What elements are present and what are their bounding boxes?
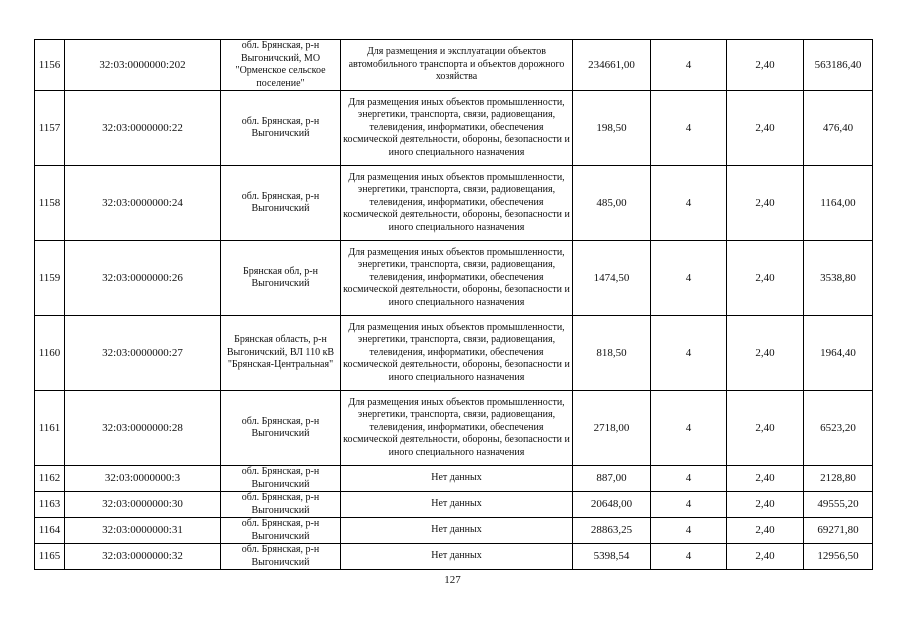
permitted-use: Для размещения иных объектов промышленности, энергетики, транспорта, связи, радиовещания, телевидения, информатики, обеспечения космической деятельности, обороны, безопасности и иного специального назначения	[341, 316, 573, 391]
group: 4	[651, 40, 727, 91]
value: 49555,20	[804, 492, 873, 518]
land-registry-table	[34, 39, 873, 570]
table-row	[35, 492, 873, 518]
area: 20648,00	[573, 492, 651, 518]
group: 4	[651, 391, 727, 466]
value: 3538,80	[804, 241, 873, 316]
area: 198,50	[573, 91, 651, 166]
table-row	[35, 391, 873, 466]
address: Брянская обл, р-н Выгоничский	[221, 241, 341, 316]
cadastral-number: 32:03:0000000:3	[65, 466, 221, 492]
value: 6523,20	[804, 391, 873, 466]
permitted-use: Нет данных	[341, 492, 573, 518]
permitted-use: Для размещения иных объектов промышленности, энергетики, транспорта, связи, радиовещания, телевидения, информатики, обеспечения космической деятельности, обороны, безопасности и иного специального назначения	[341, 241, 573, 316]
cadastral-number: 32:03:0000000:26	[65, 241, 221, 316]
row-number: 1159	[35, 241, 65, 316]
table-row	[35, 40, 873, 91]
row-number: 1156	[35, 40, 65, 91]
address: обл. Брянская, р-н Выгоничский	[221, 391, 341, 466]
cadastral-number: 32:03:0000000:31	[65, 518, 221, 544]
rate: 2,40	[727, 492, 804, 518]
rate: 2,40	[727, 391, 804, 466]
cadastral-number: 32:03:0000000:22	[65, 91, 221, 166]
table-row	[35, 518, 873, 544]
address: обл. Брянская, р-н Выгоничский	[221, 166, 341, 241]
permitted-use: Для размещения иных объектов промышленности, энергетики, транспорта, связи, радиовещания, телевидения, информатики, обеспечения космической деятельности, обороны, безопасности и иного специального назначения	[341, 391, 573, 466]
area: 234661,00	[573, 40, 651, 91]
rate: 2,40	[727, 466, 804, 492]
table-row	[35, 316, 873, 391]
rate: 2,40	[727, 241, 804, 316]
value: 476,40	[804, 91, 873, 166]
permitted-use: Для размещения иных объектов промышленности, энергетики, транспорта, связи, радиовещания, телевидения, информатики, обеспечения космической деятельности, обороны, безопасности и иного специального назначения	[341, 91, 573, 166]
address: обл. Брянская, р-н Выгоничский	[221, 518, 341, 544]
area: 818,50	[573, 316, 651, 391]
group: 4	[651, 544, 727, 570]
rate: 2,40	[727, 316, 804, 391]
value: 12956,50	[804, 544, 873, 570]
table-row	[35, 91, 873, 166]
area: 28863,25	[573, 518, 651, 544]
permitted-use: Нет данных	[341, 518, 573, 544]
row-number: 1165	[35, 544, 65, 570]
permitted-use: Нет данных	[341, 544, 573, 570]
permitted-use: Нет данных	[341, 466, 573, 492]
group: 4	[651, 91, 727, 166]
value: 1964,40	[804, 316, 873, 391]
table-row	[35, 544, 873, 570]
rate: 2,40	[727, 91, 804, 166]
row-number: 1158	[35, 166, 65, 241]
value: 1164,00	[804, 166, 873, 241]
value: 2128,80	[804, 466, 873, 492]
table-row	[35, 466, 873, 492]
cadastral-number: 32:03:0000000:27	[65, 316, 221, 391]
rate: 2,40	[727, 166, 804, 241]
area: 2718,00	[573, 391, 651, 466]
table-row	[35, 241, 873, 316]
page-number: 127	[444, 574, 461, 586]
group: 4	[651, 166, 727, 241]
area: 5398,54	[573, 544, 651, 570]
value: 563186,40	[804, 40, 873, 91]
row-number: 1157	[35, 91, 65, 166]
table-row	[35, 166, 873, 241]
address: обл. Брянская, р-н Выгоничский, МО "Орменское сельское поселение"	[221, 40, 341, 91]
group: 4	[651, 492, 727, 518]
cadastral-number: 32:03:0000000:30	[65, 492, 221, 518]
cadastral-number: 32:03:0000000:32	[65, 544, 221, 570]
row-number: 1163	[35, 492, 65, 518]
rate: 2,40	[727, 518, 804, 544]
row-number: 1162	[35, 466, 65, 492]
group: 4	[651, 241, 727, 316]
rate: 2,40	[727, 544, 804, 570]
permitted-use: Для размещения иных объектов промышленности, энергетики, транспорта, связи, радиовещания, телевидения, информатики, обеспечения космической деятельности, обороны, безопасности и иного специального назначения	[341, 166, 573, 241]
rate: 2,40	[727, 40, 804, 91]
address: обл. Брянская, р-н Выгоничский	[221, 544, 341, 570]
area: 1474,50	[573, 241, 651, 316]
cadastral-number: 32:03:0000000:202	[65, 40, 221, 91]
permitted-use: Для размещения и эксплуатации объектов автомобильного транспорта и объектов дорожного хозяйства	[341, 40, 573, 91]
row-number: 1164	[35, 518, 65, 544]
group: 4	[651, 466, 727, 492]
group: 4	[651, 316, 727, 391]
row-number: 1161	[35, 391, 65, 466]
area: 485,00	[573, 166, 651, 241]
area: 887,00	[573, 466, 651, 492]
value: 69271,80	[804, 518, 873, 544]
address: обл. Брянская, р-н Выгоничский	[221, 91, 341, 166]
cadastral-number: 32:03:0000000:28	[65, 391, 221, 466]
address: Брянская область, р-н Выгоничский, ВЛ 110 кВ "Брянская-Центральная"	[221, 316, 341, 391]
address: обл. Брянская, р-н Выгоничский	[221, 466, 341, 492]
cadastral-number: 32:03:0000000:24	[65, 166, 221, 241]
address: обл. Брянская, р-н Выгоничский	[221, 492, 341, 518]
row-number: 1160	[35, 316, 65, 391]
group: 4	[651, 518, 727, 544]
